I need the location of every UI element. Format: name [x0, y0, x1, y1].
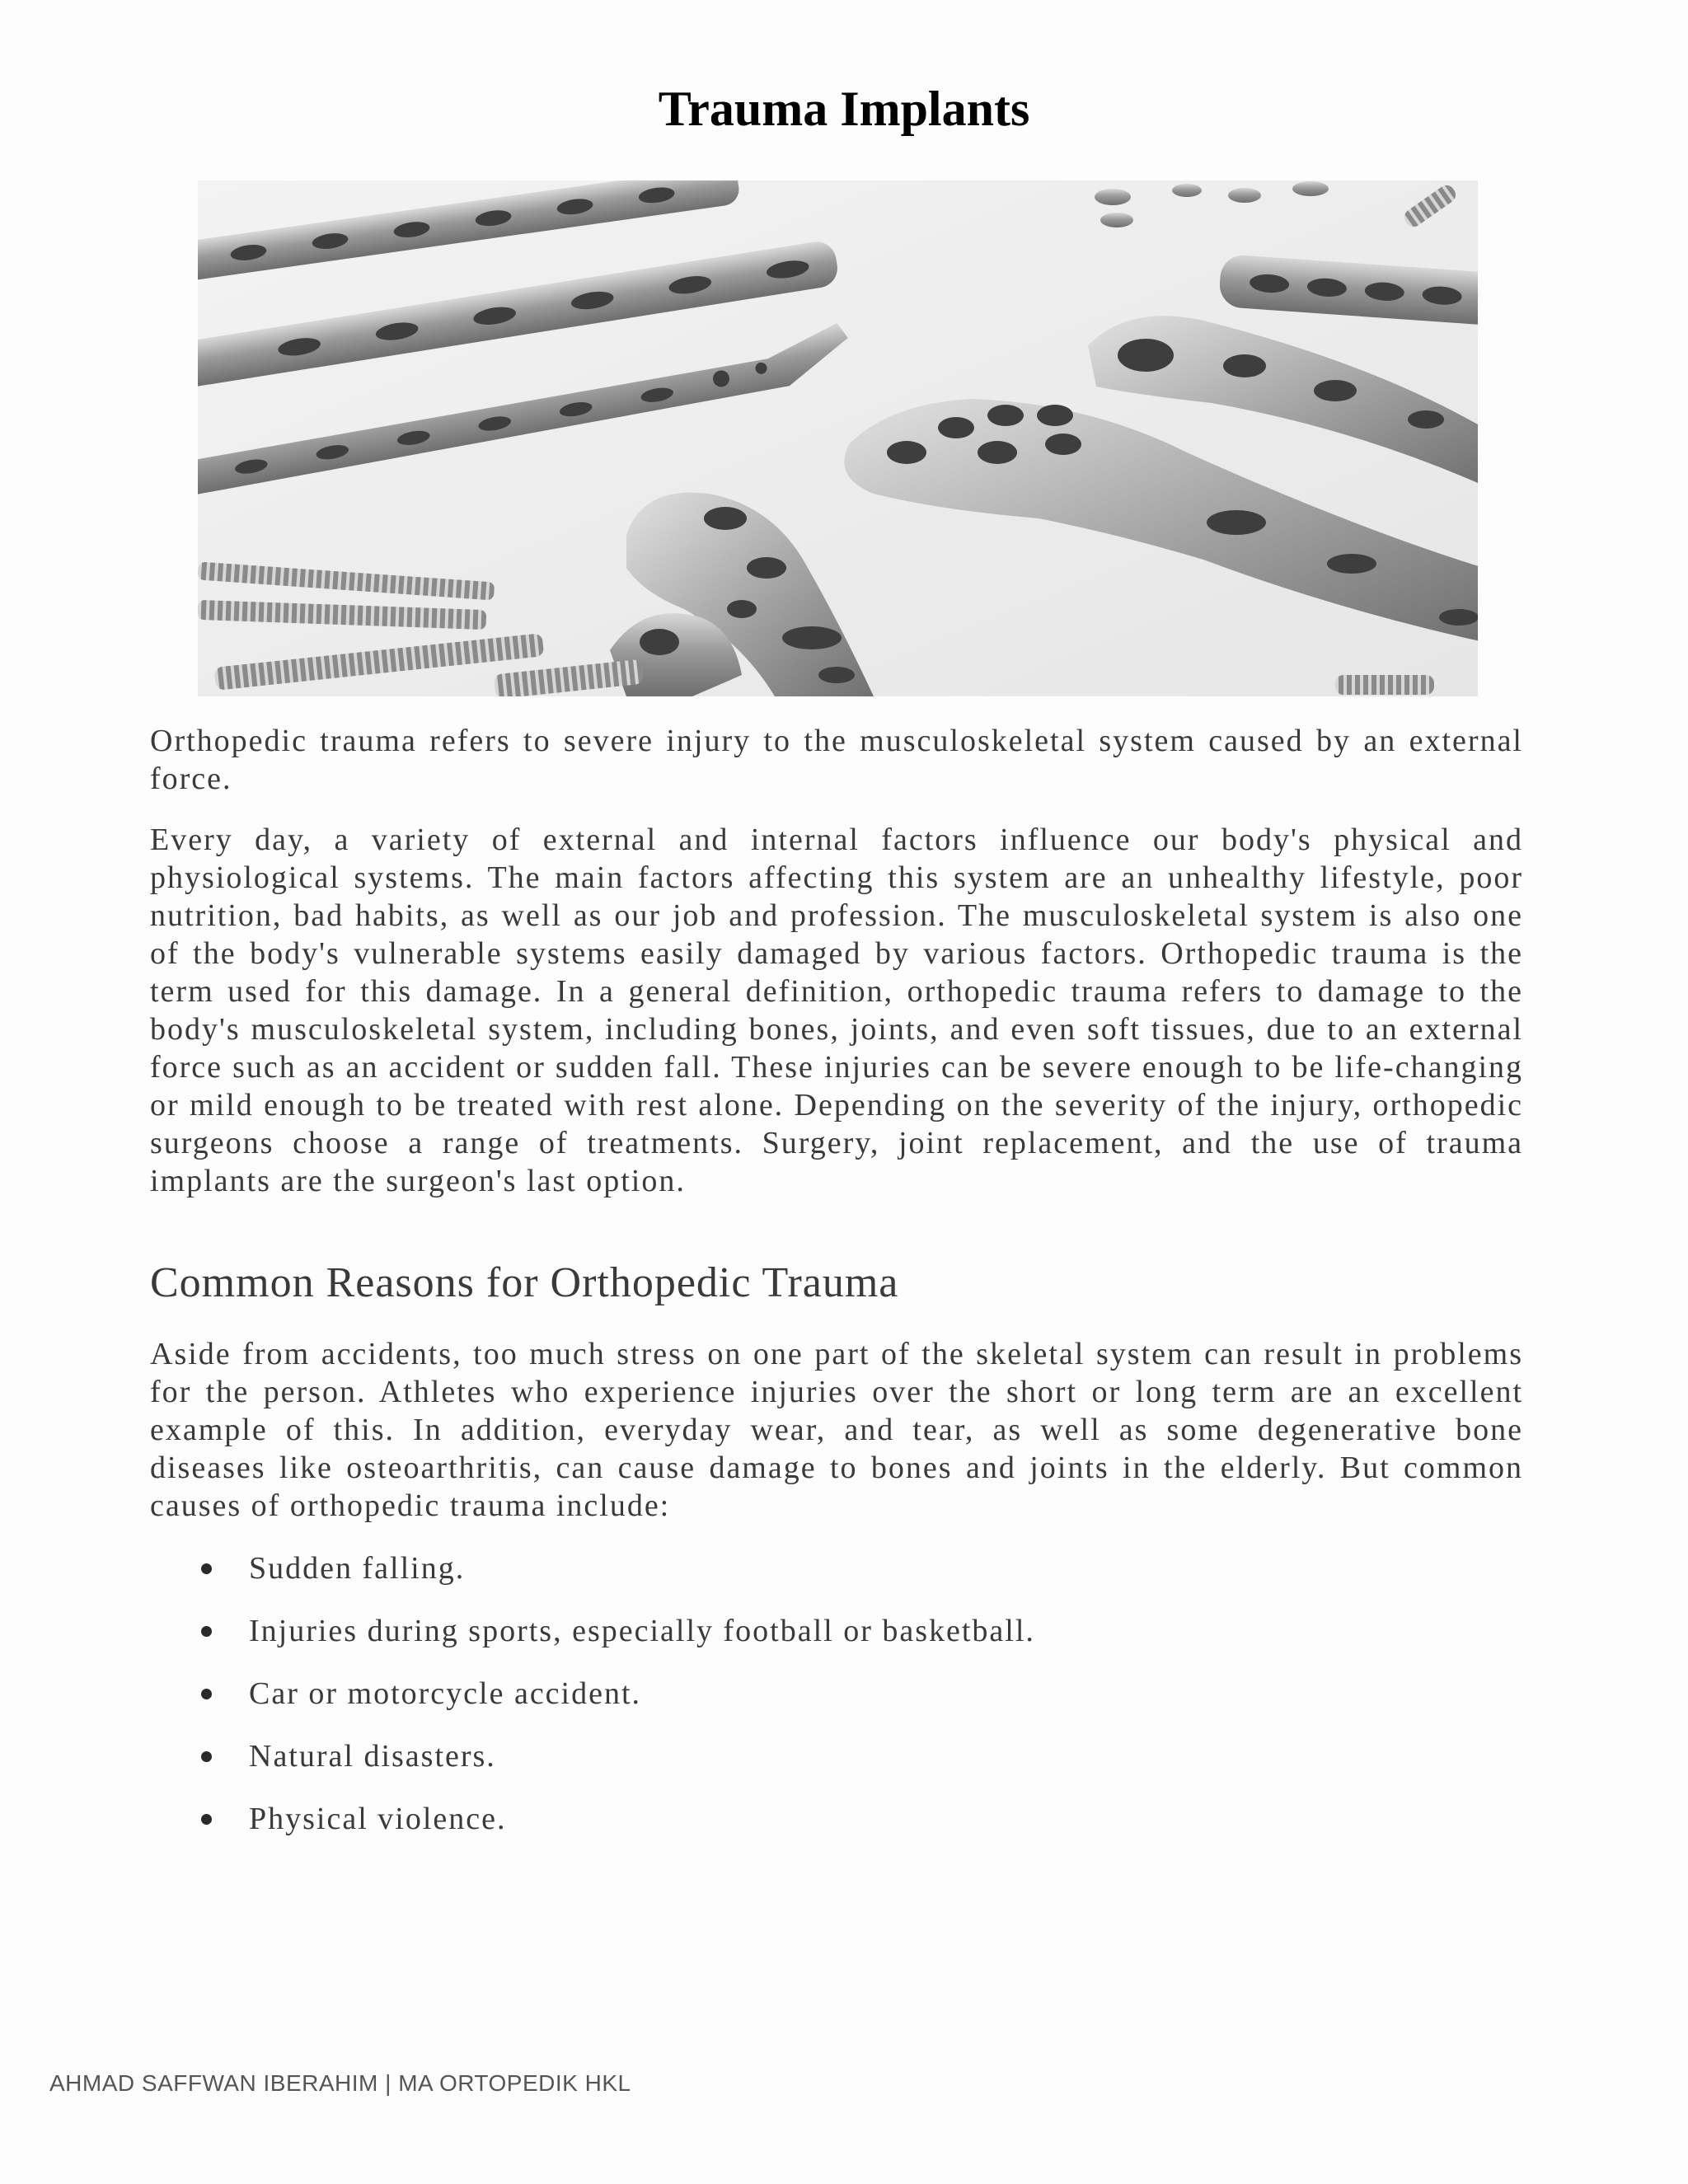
page-title: Trauma Implants [658, 82, 1030, 136]
body-paragraph: Every day, a variety of external and internal factors influence our body's physical and physiological systems. The main factors affecting this system are an unhealthy lifestyle, poor nutrition, bad habits, as well as our job and profession. The musculoskeletal system is also one of the body's vulnerable systems easily damaged by various factors. Orthopedic trauma is the term used for this damage. In a general definition, orthopedic trauma refers to damage to the body's musculoskeletal system, including bones, joints, and even soft tissues, due to an external force such as an accident or sudden fall. These injuries can be severe enough to be life-changing or mild enough to be treated with rest alone. Depending on the severity of the injury, orthopedic surgeons choose a range of treatments. Surgery, joint replacement, and the use of trauma implants are the surgeon's last option. [150, 823, 1523, 1198]
page-footer: AHMAD SAFFWAN IBERAHIM | MA ORTOPEDIK HKL [49, 2070, 631, 2096]
list-item-text: Car or motorcycle accident. [249, 1676, 642, 1711]
trauma-implants-photo [198, 180, 1478, 696]
list-item-text: Physical violence. [249, 1802, 507, 1836]
list-item-text: Natural disasters. [249, 1739, 496, 1774]
section-heading: Common Reasons for Orthopedic Trauma [150, 1259, 899, 1306]
section-intro-paragraph: Aside from accidents, too much stress on one part of the skeletal system can result in problems for the person. Athletes who experience injuries over the short or long term are an excellent example of this. In addition, everyday wear, and tear, as well as some degenerative bone diseases like osteoarthritis, can cause damage to bones and joints in the elderly. But common causes of orthopedic trauma include: [150, 1337, 1523, 1523]
intro-paragraph: Orthopedic trauma refers to severe injury to the musculoskeletal system caused by an external force. [150, 724, 1523, 796]
bullet-icon [201, 1689, 212, 1699]
list-item-text: Sudden falling. [249, 1551, 466, 1586]
bullet-icon [201, 1751, 212, 1762]
list-item-text: Injuries during sports, especially football or basketball. [249, 1614, 1035, 1648]
bullet-icon [201, 1563, 212, 1574]
bullet-icon [201, 1626, 212, 1637]
bullet-icon [201, 1814, 212, 1825]
